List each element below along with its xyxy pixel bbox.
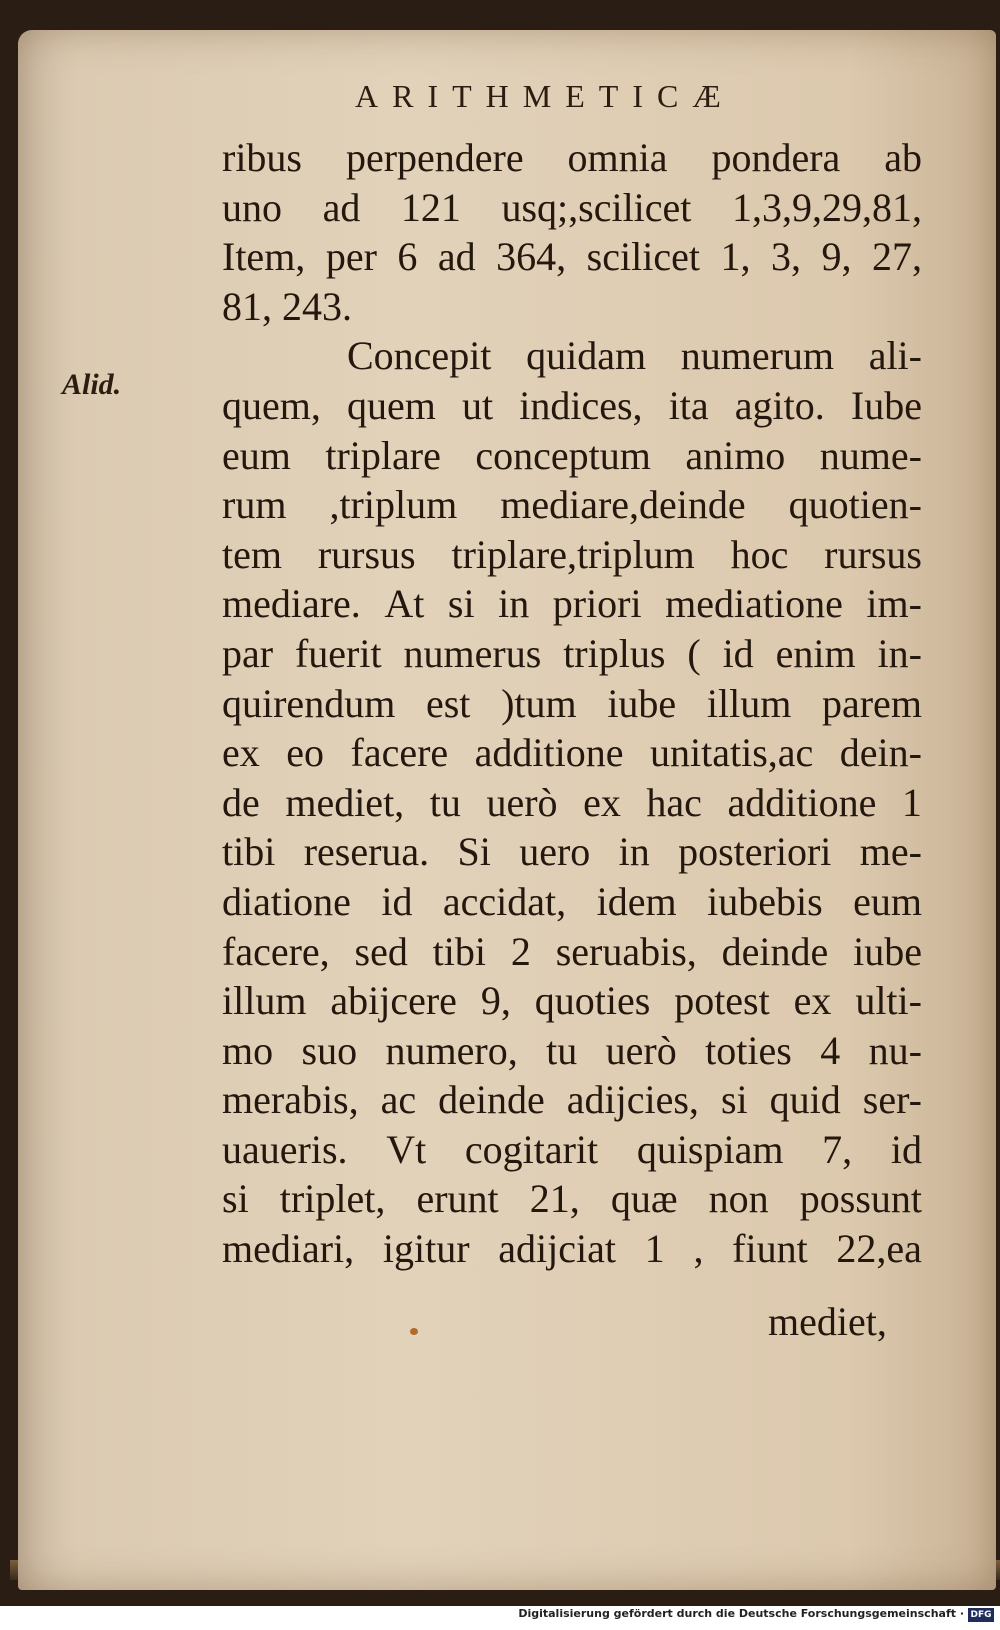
catchword: mediet, <box>768 1299 887 1344</box>
word: 7, <box>822 1126 853 1172</box>
text-line <box>222 927 922 977</box>
word: ita <box>668 382 709 428</box>
word: triplare,triplum <box>451 531 695 577</box>
ink-spot <box>410 1328 418 1335</box>
word: igitur <box>382 1226 470 1272</box>
word: adijciat <box>498 1226 616 1272</box>
word: id <box>381 878 413 924</box>
word: ribus <box>222 135 302 180</box>
word: facere, <box>222 928 330 974</box>
word: mo <box>222 1027 274 1073</box>
word: de <box>222 779 260 825</box>
text-line <box>222 579 922 629</box>
word: est <box>425 680 471 726</box>
word: me- <box>859 829 922 875</box>
word: merabis, <box>222 1077 359 1123</box>
text-line <box>222 133 922 183</box>
word: in- <box>877 630 922 676</box>
word: fuerit <box>294 630 382 676</box>
word: tibi <box>222 829 276 875</box>
word: numerum <box>680 333 835 379</box>
word: scilicet <box>586 234 700 280</box>
word: uerò <box>605 1027 677 1073</box>
dfg-logo: DFG <box>968 1608 994 1622</box>
word: mediatione <box>665 581 843 627</box>
word: uaueris. <box>222 1126 348 1172</box>
word: uero <box>519 829 591 875</box>
word: Vt <box>386 1126 427 1172</box>
word: ut <box>462 382 494 428</box>
word: ulti- <box>855 978 922 1024</box>
word: id <box>890 1126 922 1172</box>
text-line <box>222 778 922 828</box>
word: accidat, <box>442 878 567 924</box>
text-line <box>222 381 922 431</box>
word: ser- <box>862 1077 922 1123</box>
word: priori <box>552 581 642 627</box>
word: ex <box>793 978 832 1024</box>
text-line <box>222 183 922 233</box>
word: parem <box>821 680 922 726</box>
word: tibi <box>432 928 487 974</box>
word: indices, <box>519 382 643 428</box>
text-line: 81, 243. <box>222 283 352 329</box>
word: quoties <box>534 978 651 1024</box>
word: in <box>498 581 530 627</box>
word: 3, <box>770 234 801 280</box>
word: deinde <box>438 1077 545 1123</box>
word: cogitarit <box>464 1126 599 1172</box>
word: reserua. <box>303 829 430 875</box>
word: quem <box>347 382 436 428</box>
word: dein- <box>839 730 922 776</box>
text-line <box>222 1075 922 1125</box>
text-line <box>222 530 922 580</box>
text-line <box>222 1026 922 1076</box>
text-line <box>222 679 922 729</box>
word: usq;,scilicet <box>501 184 692 230</box>
word: ex <box>583 779 621 825</box>
word: illum <box>706 680 792 726</box>
word: , <box>693 1226 704 1272</box>
word: tem <box>222 531 282 577</box>
word: illum <box>222 978 307 1024</box>
word: eum <box>853 878 922 924</box>
word: iube <box>853 928 922 974</box>
word: iubebis <box>707 878 823 924</box>
footer-credit: Digitalisierung gefördert durch die Deutsche Forschungsgemeinschaft · <box>518 1607 964 1620</box>
word: perpendere <box>345 135 524 180</box>
word: uno <box>222 184 282 230</box>
word: tu <box>546 1027 578 1073</box>
text-line <box>222 877 922 927</box>
text-line <box>222 480 922 530</box>
margin-note: Alid. <box>62 368 122 401</box>
word: quæ <box>610 1176 678 1222</box>
word: per <box>325 234 377 280</box>
word: si <box>222 1176 249 1222</box>
text-line <box>222 629 922 679</box>
word: mediet, <box>285 779 405 825</box>
word: omnia <box>567 135 668 180</box>
text-line <box>222 1125 922 1175</box>
word: rum <box>222 482 287 528</box>
text-line <box>222 1174 922 1224</box>
word: pondera <box>711 135 841 180</box>
word: nume- <box>819 432 922 478</box>
word: erunt <box>416 1176 499 1222</box>
word: mediare,deinde <box>500 482 746 528</box>
word: Iube <box>850 382 922 428</box>
word: 27, <box>871 234 922 280</box>
word: ad <box>322 184 361 230</box>
word: adijcies, <box>566 1077 699 1123</box>
word: in <box>618 829 650 875</box>
word: 22,ea <box>836 1226 922 1272</box>
word: deinde <box>721 928 829 974</box>
word: possunt <box>799 1176 922 1222</box>
word: ( <box>687 630 701 676</box>
word: unitatis,ac <box>649 730 814 776</box>
word: enim <box>775 630 856 676</box>
word: triplet, <box>279 1176 386 1222</box>
word: triplare <box>325 432 441 478</box>
word: mediari, <box>222 1226 355 1272</box>
word: eum <box>222 432 291 478</box>
word: ex <box>222 730 260 776</box>
word: iube <box>607 680 677 726</box>
word: 6 <box>397 234 418 280</box>
word: suo <box>301 1027 358 1073</box>
word: quispiam <box>636 1126 784 1172</box>
word: non <box>708 1176 769 1222</box>
word: par <box>222 630 274 676</box>
word: rursus <box>317 531 416 577</box>
word: 2 <box>510 928 531 974</box>
word: idem <box>596 878 677 924</box>
word: ali- <box>868 333 922 379</box>
text-line <box>222 1224 922 1274</box>
word: agito. <box>734 382 825 428</box>
word: ad <box>437 234 476 280</box>
text-line <box>222 728 922 778</box>
word: mediare. <box>222 581 361 627</box>
word: additione <box>474 730 624 776</box>
word: quem, <box>222 382 321 428</box>
word: si <box>720 1077 748 1123</box>
text-line <box>222 232 922 282</box>
word: nu- <box>868 1027 922 1073</box>
text-line <box>222 827 922 877</box>
word: 1,3,9,29,81, <box>731 184 922 230</box>
text-line <box>222 431 922 481</box>
word: quidam <box>526 333 647 379</box>
word: abijcere <box>330 978 457 1024</box>
word: numero, <box>385 1027 518 1073</box>
word: potest <box>674 978 770 1024</box>
running-head: ARITHMETICÆ <box>355 78 735 114</box>
word: conceptum <box>475 432 651 478</box>
text-line <box>222 331 922 381</box>
word: ac <box>380 1077 417 1123</box>
word: 1, <box>720 234 751 280</box>
word: 1 <box>901 779 922 825</box>
word: numerus <box>403 630 542 676</box>
word: ab <box>884 135 922 180</box>
word: seruabis, <box>555 928 697 974</box>
word: Si <box>457 829 491 875</box>
word: 21, <box>529 1176 580 1222</box>
word: quirendum <box>222 680 396 726</box>
word: animo <box>685 432 786 478</box>
word: sed <box>354 928 408 974</box>
word: 4 <box>820 1027 841 1073</box>
word: )tum <box>501 680 577 726</box>
word: id <box>722 630 754 676</box>
word: 1 <box>644 1226 665 1272</box>
text-block <box>222 133 922 1274</box>
word: additione <box>727 779 877 825</box>
word: quotien- <box>788 482 922 528</box>
word: facere <box>350 730 449 776</box>
word: At <box>384 581 425 627</box>
word: im- <box>866 581 922 627</box>
word: quid <box>769 1077 841 1123</box>
word: Item, <box>222 234 306 280</box>
word: rursus <box>824 531 922 577</box>
word: ,triplum <box>329 482 458 528</box>
word: triplus <box>563 630 666 676</box>
word: 9, <box>821 234 852 280</box>
word: uerò <box>486 779 558 825</box>
word: hoc <box>730 531 789 577</box>
word: 121 <box>400 184 461 230</box>
word: 364, <box>496 234 567 280</box>
word: fiunt <box>732 1226 808 1272</box>
word: posteriori <box>678 829 832 875</box>
word: diatione <box>222 878 351 924</box>
word: si <box>447 581 475 627</box>
word: eo <box>286 730 325 776</box>
word: tu <box>429 779 461 825</box>
text-line <box>222 976 922 1026</box>
word: 9, <box>480 978 511 1024</box>
word: Concepit <box>347 333 492 379</box>
word: hac <box>646 779 702 825</box>
word: toties <box>705 1027 792 1073</box>
